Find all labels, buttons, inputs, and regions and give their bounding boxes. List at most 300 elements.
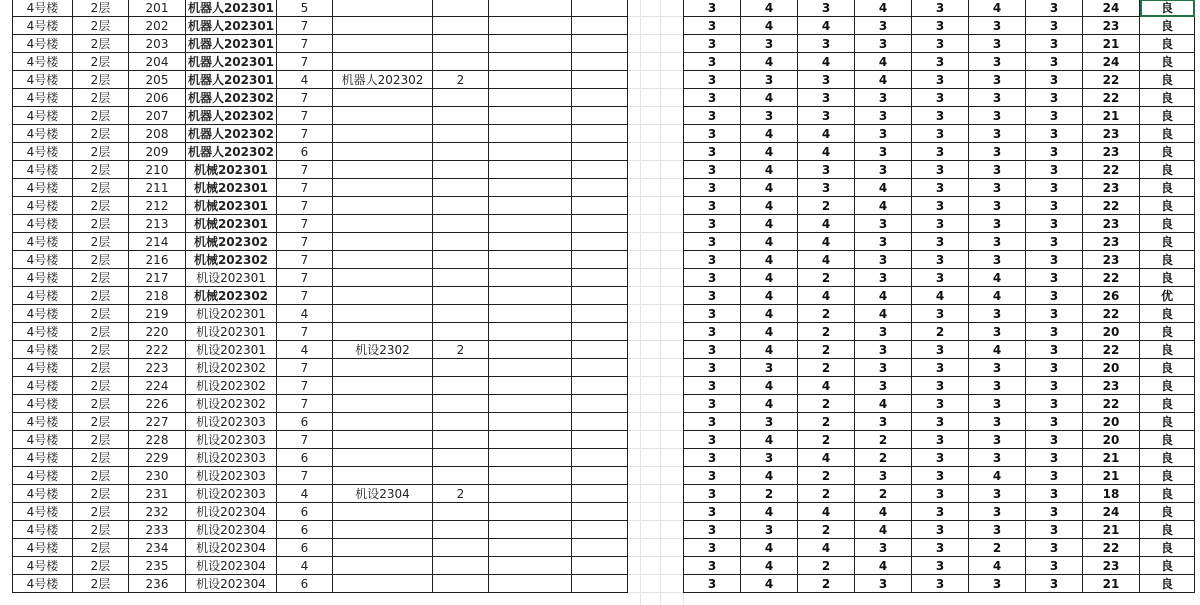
- cell[interactable]: [489, 215, 572, 233]
- score-cell[interactable]: 3: [855, 539, 912, 557]
- cell[interactable]: [333, 197, 433, 215]
- cell[interactable]: 4: [277, 485, 333, 503]
- score-cell[interactable]: 3: [1026, 467, 1083, 485]
- cell[interactable]: 机器人202302: [333, 71, 433, 89]
- score-cell[interactable]: 2: [798, 431, 855, 449]
- cell[interactable]: [489, 395, 572, 413]
- grade-cell[interactable]: 良: [1140, 521, 1195, 539]
- score-cell[interactable]: 4: [741, 197, 798, 215]
- score-cell[interactable]: 3: [912, 17, 969, 35]
- cell[interactable]: 4号楼: [13, 395, 73, 413]
- score-cell[interactable]: 3: [912, 71, 969, 89]
- score-cell[interactable]: 21: [1083, 467, 1140, 485]
- cell[interactable]: 机械202301: [186, 215, 277, 233]
- cell[interactable]: 2层: [73, 143, 129, 161]
- score-cell[interactable]: 26: [1083, 287, 1140, 305]
- cell[interactable]: 机设2304: [333, 485, 433, 503]
- cell[interactable]: 6: [277, 413, 333, 431]
- score-cell[interactable]: 20: [1083, 431, 1140, 449]
- cell[interactable]: [433, 503, 489, 521]
- score-cell[interactable]: 4: [741, 89, 798, 107]
- cell[interactable]: 7: [277, 233, 333, 251]
- score-cell[interactable]: 3: [684, 197, 741, 215]
- cell[interactable]: 232: [129, 503, 186, 521]
- score-cell[interactable]: 3: [855, 341, 912, 359]
- score-cell[interactable]: 22: [1083, 197, 1140, 215]
- score-cell[interactable]: 20: [1083, 413, 1140, 431]
- score-cell[interactable]: 22: [1083, 539, 1140, 557]
- cell[interactable]: 机械202301: [186, 161, 277, 179]
- grade-cell[interactable]: 良: [1140, 431, 1195, 449]
- cell[interactable]: [572, 269, 628, 287]
- score-cell[interactable]: 3: [912, 53, 969, 71]
- cell[interactable]: [572, 89, 628, 107]
- cell[interactable]: [433, 467, 489, 485]
- score-cell[interactable]: 3: [741, 35, 798, 53]
- score-cell[interactable]: 4: [969, 0, 1026, 17]
- score-cell[interactable]: 21: [1083, 107, 1140, 125]
- grade-cell[interactable]: 良: [1140, 305, 1195, 323]
- score-cell[interactable]: 4: [855, 503, 912, 521]
- cell[interactable]: 4: [277, 305, 333, 323]
- score-cell[interactable]: 3: [912, 107, 969, 125]
- cell[interactable]: 214: [129, 233, 186, 251]
- cell[interactable]: [433, 53, 489, 71]
- cell[interactable]: 213: [129, 215, 186, 233]
- cell[interactable]: 4: [277, 341, 333, 359]
- score-cell[interactable]: 3: [969, 89, 1026, 107]
- cell[interactable]: 205: [129, 71, 186, 89]
- score-cell[interactable]: 3: [1026, 575, 1083, 593]
- cell[interactable]: [333, 53, 433, 71]
- score-cell[interactable]: 2: [798, 485, 855, 503]
- cell[interactable]: 4号楼: [13, 35, 73, 53]
- cell[interactable]: [433, 395, 489, 413]
- cell[interactable]: 机设202304: [186, 557, 277, 575]
- cell[interactable]: 4号楼: [13, 359, 73, 377]
- cell[interactable]: 2层: [73, 125, 129, 143]
- score-cell[interactable]: 2: [798, 413, 855, 431]
- cell[interactable]: 212: [129, 197, 186, 215]
- score-cell[interactable]: 22: [1083, 395, 1140, 413]
- score-cell[interactable]: 2: [798, 197, 855, 215]
- score-cell[interactable]: 4: [741, 143, 798, 161]
- grade-cell[interactable]: 良: [1140, 89, 1195, 107]
- score-cell[interactable]: 3: [912, 341, 969, 359]
- score-cell[interactable]: 4: [969, 341, 1026, 359]
- score-cell[interactable]: 3: [855, 269, 912, 287]
- score-cell[interactable]: 4: [741, 179, 798, 197]
- score-cell[interactable]: 3: [855, 35, 912, 53]
- score-cell[interactable]: 4: [855, 179, 912, 197]
- score-cell[interactable]: 3: [969, 143, 1026, 161]
- score-cell[interactable]: 22: [1083, 161, 1140, 179]
- cell[interactable]: [333, 17, 433, 35]
- score-cell[interactable]: 3: [1026, 269, 1083, 287]
- score-cell[interactable]: 18: [1083, 485, 1140, 503]
- grade-cell[interactable]: 良: [1140, 0, 1195, 17]
- cell[interactable]: 机设2302: [333, 341, 433, 359]
- score-cell[interactable]: 3: [1026, 431, 1083, 449]
- score-cell[interactable]: 4: [855, 53, 912, 71]
- score-cell[interactable]: 3: [969, 53, 1026, 71]
- score-cell[interactable]: 3: [1026, 557, 1083, 575]
- cell[interactable]: 4号楼: [13, 521, 73, 539]
- cell[interactable]: [333, 503, 433, 521]
- score-cell[interactable]: 3: [1026, 125, 1083, 143]
- score-cell[interactable]: 4: [741, 125, 798, 143]
- score-cell[interactable]: 3: [684, 17, 741, 35]
- score-cell[interactable]: 3: [855, 467, 912, 485]
- score-cell[interactable]: 4: [741, 251, 798, 269]
- score-cell[interactable]: 3: [969, 503, 1026, 521]
- cell[interactable]: 2层: [73, 395, 129, 413]
- score-cell[interactable]: 2: [741, 485, 798, 503]
- score-cell[interactable]: 4: [969, 557, 1026, 575]
- score-cell[interactable]: 3: [912, 557, 969, 575]
- grade-cell[interactable]: 良: [1140, 107, 1195, 125]
- cell[interactable]: 机器人202301: [186, 17, 277, 35]
- score-cell[interactable]: 3: [684, 215, 741, 233]
- cell[interactable]: 机设202303: [186, 467, 277, 485]
- cell[interactable]: [433, 197, 489, 215]
- cell[interactable]: 4号楼: [13, 251, 73, 269]
- grade-cell[interactable]: 良: [1140, 503, 1195, 521]
- cell[interactable]: 201: [129, 0, 186, 17]
- cell[interactable]: 4号楼: [13, 287, 73, 305]
- score-cell[interactable]: 4: [855, 197, 912, 215]
- cell[interactable]: 4号楼: [13, 431, 73, 449]
- score-cell[interactable]: 3: [912, 467, 969, 485]
- cell[interactable]: [572, 107, 628, 125]
- cell[interactable]: [572, 539, 628, 557]
- score-cell[interactable]: 24: [1083, 53, 1140, 71]
- cell[interactable]: [489, 89, 572, 107]
- score-cell[interactable]: 3: [684, 107, 741, 125]
- score-cell[interactable]: 4: [798, 143, 855, 161]
- score-cell[interactable]: 3: [684, 323, 741, 341]
- cell[interactable]: [489, 161, 572, 179]
- score-cell[interactable]: 23: [1083, 233, 1140, 251]
- score-cell[interactable]: 3: [912, 0, 969, 17]
- score-cell[interactable]: 4: [798, 233, 855, 251]
- cell[interactable]: 7: [277, 251, 333, 269]
- cell[interactable]: [489, 35, 572, 53]
- cell[interactable]: 2层: [73, 449, 129, 467]
- cell[interactable]: 机设202302: [186, 395, 277, 413]
- score-cell[interactable]: 3: [912, 179, 969, 197]
- score-cell[interactable]: 3: [684, 377, 741, 395]
- score-cell[interactable]: 3: [855, 125, 912, 143]
- score-cell[interactable]: 3: [1026, 521, 1083, 539]
- score-cell[interactable]: 4: [798, 251, 855, 269]
- cell[interactable]: 4: [277, 557, 333, 575]
- cell[interactable]: 2层: [73, 539, 129, 557]
- cell[interactable]: [572, 161, 628, 179]
- grade-cell[interactable]: 良: [1140, 341, 1195, 359]
- cell[interactable]: [333, 359, 433, 377]
- grade-cell[interactable]: 良: [1140, 575, 1195, 593]
- cell[interactable]: 226: [129, 395, 186, 413]
- cell[interactable]: 4号楼: [13, 575, 73, 593]
- score-cell[interactable]: 21: [1083, 449, 1140, 467]
- score-cell[interactable]: 3: [855, 143, 912, 161]
- cell[interactable]: 6: [277, 503, 333, 521]
- grade-cell[interactable]: 良: [1140, 143, 1195, 161]
- score-cell[interactable]: 20: [1083, 359, 1140, 377]
- score-cell[interactable]: 4: [855, 395, 912, 413]
- score-cell[interactable]: 2: [855, 431, 912, 449]
- score-cell[interactable]: 3: [855, 107, 912, 125]
- cell[interactable]: 4号楼: [13, 323, 73, 341]
- cell[interactable]: [489, 377, 572, 395]
- cell[interactable]: [489, 305, 572, 323]
- score-cell[interactable]: 4: [798, 377, 855, 395]
- score-cell[interactable]: 3: [684, 0, 741, 17]
- score-cell[interactable]: 3: [969, 431, 1026, 449]
- score-cell[interactable]: 2: [798, 395, 855, 413]
- score-cell[interactable]: 3: [684, 503, 741, 521]
- score-cell[interactable]: 3: [684, 341, 741, 359]
- cell[interactable]: [433, 359, 489, 377]
- cell[interactable]: [489, 17, 572, 35]
- score-cell[interactable]: 4: [741, 575, 798, 593]
- score-cell[interactable]: 4: [741, 17, 798, 35]
- cell[interactable]: [433, 557, 489, 575]
- cell[interactable]: 2层: [73, 53, 129, 71]
- grade-cell[interactable]: 良: [1140, 197, 1195, 215]
- score-cell[interactable]: 3: [684, 179, 741, 197]
- cell[interactable]: 机设202304: [186, 575, 277, 593]
- score-cell[interactable]: 23: [1083, 179, 1140, 197]
- cell[interactable]: 203: [129, 35, 186, 53]
- score-cell[interactable]: 3: [855, 413, 912, 431]
- score-cell[interactable]: 3: [684, 269, 741, 287]
- cell[interactable]: 机设202304: [186, 521, 277, 539]
- cell[interactable]: [489, 179, 572, 197]
- score-cell[interactable]: 4: [855, 287, 912, 305]
- score-cell[interactable]: 3: [912, 35, 969, 53]
- score-cell[interactable]: 3: [969, 179, 1026, 197]
- score-cell[interactable]: 3: [912, 305, 969, 323]
- cell[interactable]: [333, 431, 433, 449]
- cell[interactable]: [489, 143, 572, 161]
- score-cell[interactable]: 2: [798, 341, 855, 359]
- score-cell[interactable]: 3: [855, 323, 912, 341]
- score-cell[interactable]: 3: [969, 161, 1026, 179]
- score-cell[interactable]: 4: [741, 0, 798, 17]
- score-cell[interactable]: 3: [912, 125, 969, 143]
- cell[interactable]: [572, 125, 628, 143]
- score-cell[interactable]: 4: [741, 269, 798, 287]
- cell[interactable]: 224: [129, 377, 186, 395]
- score-cell[interactable]: 3: [969, 485, 1026, 503]
- cell[interactable]: [333, 575, 433, 593]
- cell[interactable]: [572, 143, 628, 161]
- score-cell[interactable]: 2: [912, 323, 969, 341]
- cell[interactable]: [572, 323, 628, 341]
- cell[interactable]: [489, 431, 572, 449]
- cell[interactable]: 7: [277, 431, 333, 449]
- score-cell[interactable]: 3: [684, 395, 741, 413]
- cell[interactable]: 4号楼: [13, 269, 73, 287]
- cell[interactable]: 7: [277, 395, 333, 413]
- score-cell[interactable]: 4: [741, 467, 798, 485]
- grade-cell[interactable]: 良: [1140, 377, 1195, 395]
- cell[interactable]: 机器人202302: [186, 89, 277, 107]
- cell[interactable]: [572, 521, 628, 539]
- score-cell[interactable]: 3: [855, 575, 912, 593]
- cell[interactable]: 机械202301: [186, 197, 277, 215]
- cell[interactable]: 211: [129, 179, 186, 197]
- score-cell[interactable]: 3: [684, 413, 741, 431]
- grade-cell[interactable]: 良: [1140, 71, 1195, 89]
- cell[interactable]: 229: [129, 449, 186, 467]
- cell[interactable]: [572, 467, 628, 485]
- cell[interactable]: 236: [129, 575, 186, 593]
- score-cell[interactable]: 3: [912, 539, 969, 557]
- cell[interactable]: 233: [129, 521, 186, 539]
- cell[interactable]: 4号楼: [13, 377, 73, 395]
- cell[interactable]: [433, 125, 489, 143]
- cell[interactable]: 2层: [73, 89, 129, 107]
- cell[interactable]: 235: [129, 557, 186, 575]
- cell[interactable]: 机设202301: [186, 323, 277, 341]
- cell[interactable]: [572, 503, 628, 521]
- score-cell[interactable]: 2: [798, 305, 855, 323]
- cell[interactable]: 4: [277, 71, 333, 89]
- cell[interactable]: 2层: [73, 575, 129, 593]
- cell[interactable]: 230: [129, 467, 186, 485]
- cell[interactable]: [433, 287, 489, 305]
- cell[interactable]: 7: [277, 89, 333, 107]
- score-cell[interactable]: 4: [741, 305, 798, 323]
- score-cell[interactable]: 3: [741, 521, 798, 539]
- cell[interactable]: 227: [129, 413, 186, 431]
- score-cell[interactable]: 3: [684, 359, 741, 377]
- score-cell[interactable]: 2: [798, 557, 855, 575]
- score-cell[interactable]: 3: [1026, 161, 1083, 179]
- cell[interactable]: 217: [129, 269, 186, 287]
- cell[interactable]: [433, 233, 489, 251]
- grade-cell[interactable]: 良: [1140, 215, 1195, 233]
- grade-cell[interactable]: 良: [1140, 251, 1195, 269]
- cell[interactable]: 机器人202302: [186, 143, 277, 161]
- cell[interactable]: [572, 305, 628, 323]
- cell[interactable]: [489, 53, 572, 71]
- score-cell[interactable]: 3: [684, 575, 741, 593]
- score-cell[interactable]: 3: [1026, 539, 1083, 557]
- cell[interactable]: [572, 395, 628, 413]
- cell[interactable]: 7: [277, 467, 333, 485]
- score-cell[interactable]: 3: [684, 449, 741, 467]
- cell[interactable]: 机设202304: [186, 503, 277, 521]
- cell[interactable]: 4号楼: [13, 413, 73, 431]
- cell[interactable]: 7: [277, 17, 333, 35]
- cell[interactable]: 7: [277, 197, 333, 215]
- score-cell[interactable]: 3: [684, 467, 741, 485]
- score-cell[interactable]: 3: [1026, 53, 1083, 71]
- cell[interactable]: [489, 323, 572, 341]
- cell[interactable]: [572, 287, 628, 305]
- score-cell[interactable]: 3: [855, 17, 912, 35]
- cell[interactable]: [433, 323, 489, 341]
- cell[interactable]: 2层: [73, 305, 129, 323]
- score-cell[interactable]: 4: [798, 17, 855, 35]
- score-cell[interactable]: 4: [741, 341, 798, 359]
- score-cell[interactable]: 3: [684, 251, 741, 269]
- grade-cell[interactable]: 良: [1140, 269, 1195, 287]
- cell[interactable]: [572, 557, 628, 575]
- score-cell[interactable]: 2: [798, 323, 855, 341]
- cell[interactable]: 220: [129, 323, 186, 341]
- grade-cell[interactable]: 良: [1140, 323, 1195, 341]
- score-cell[interactable]: 3: [1026, 449, 1083, 467]
- cell[interactable]: 机器人202301: [186, 71, 277, 89]
- cell[interactable]: [572, 179, 628, 197]
- cell[interactable]: [333, 233, 433, 251]
- cell[interactable]: [572, 575, 628, 593]
- cell[interactable]: [572, 53, 628, 71]
- score-cell[interactable]: 4: [741, 233, 798, 251]
- cell[interactable]: 2层: [73, 521, 129, 539]
- cell[interactable]: [333, 143, 433, 161]
- score-cell[interactable]: 24: [1083, 0, 1140, 17]
- score-cell[interactable]: 23: [1083, 125, 1140, 143]
- score-cell[interactable]: 3: [1026, 71, 1083, 89]
- grade-cell[interactable]: 良: [1140, 413, 1195, 431]
- score-cell[interactable]: 23: [1083, 143, 1140, 161]
- cell[interactable]: 2: [433, 485, 489, 503]
- score-cell[interactable]: 4: [855, 0, 912, 17]
- score-cell[interactable]: 3: [741, 71, 798, 89]
- score-cell[interactable]: 4: [798, 503, 855, 521]
- score-cell[interactable]: 4: [741, 161, 798, 179]
- cell[interactable]: [489, 125, 572, 143]
- grade-cell[interactable]: 良: [1140, 35, 1195, 53]
- cell[interactable]: [433, 251, 489, 269]
- cell[interactable]: 6: [277, 575, 333, 593]
- cell[interactable]: [433, 107, 489, 125]
- score-cell[interactable]: 22: [1083, 305, 1140, 323]
- score-cell[interactable]: 3: [741, 449, 798, 467]
- cell[interactable]: [433, 305, 489, 323]
- score-cell[interactable]: 4: [855, 71, 912, 89]
- cell[interactable]: [433, 575, 489, 593]
- score-cell[interactable]: 4: [741, 287, 798, 305]
- score-cell[interactable]: 3: [1026, 305, 1083, 323]
- score-cell[interactable]: 3: [969, 17, 1026, 35]
- score-cell[interactable]: 3: [1026, 0, 1083, 17]
- cell[interactable]: 2层: [73, 107, 129, 125]
- cell[interactable]: 2: [433, 71, 489, 89]
- cell[interactable]: [433, 431, 489, 449]
- score-cell[interactable]: 4: [798, 539, 855, 557]
- cell[interactable]: [433, 17, 489, 35]
- score-cell[interactable]: 24: [1083, 503, 1140, 521]
- cell[interactable]: 2层: [73, 485, 129, 503]
- score-cell[interactable]: 23: [1083, 377, 1140, 395]
- score-cell[interactable]: 3: [912, 359, 969, 377]
- cell[interactable]: 7: [277, 107, 333, 125]
- score-cell[interactable]: 22: [1083, 89, 1140, 107]
- score-cell[interactable]: 3: [969, 305, 1026, 323]
- cell[interactable]: [572, 485, 628, 503]
- score-cell[interactable]: 3: [855, 161, 912, 179]
- cell[interactable]: 7: [277, 323, 333, 341]
- cell[interactable]: [333, 89, 433, 107]
- score-cell[interactable]: 4: [798, 287, 855, 305]
